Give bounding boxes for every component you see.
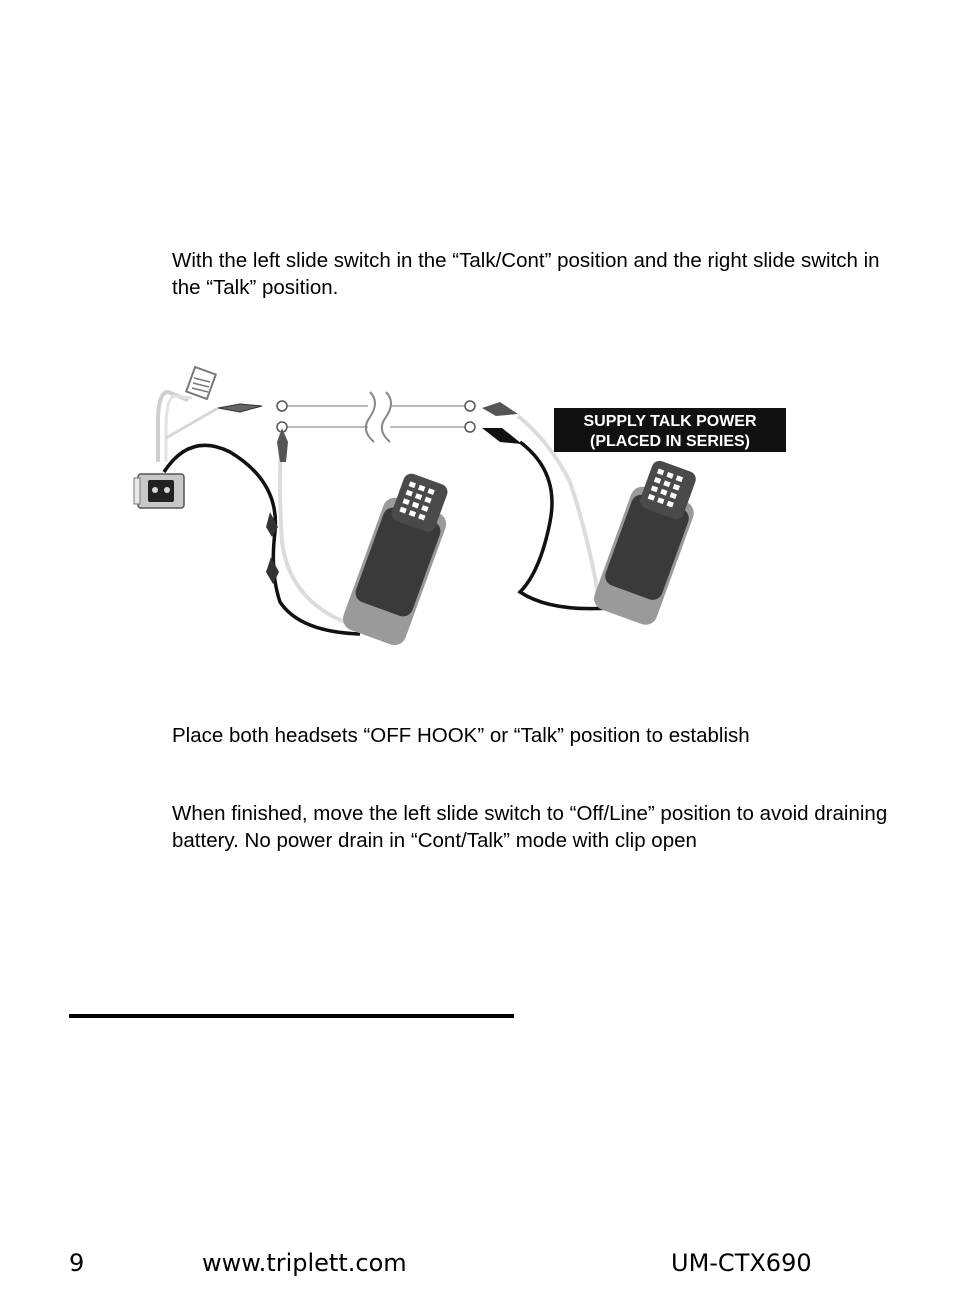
modular-jack-icon — [134, 474, 184, 508]
finish-paragraph: When finished, move the left slide switch to “Off/Line” position to avoid draining battery. No power drain in “Cont/Talk” mode with clip open — [172, 802, 888, 852]
telephone-line-pair — [277, 392, 475, 442]
intro-paragraph: With the left slide switch in the “Talk/Cont” position and the right slide switch in the “Talk” position. — [172, 249, 880, 299]
headsets-paragraph: Place both headsets “OFF HOOK” or “Talk” position to establish — [172, 724, 750, 747]
right-handset-icon — [591, 455, 708, 628]
wiring-diagram — [130, 362, 800, 662]
footer-website: www.triplett.com — [202, 1249, 407, 1277]
footnote-separator — [69, 1014, 514, 1018]
label-line-2: (PLACED IN SERIES) — [589, 433, 751, 450]
footer-model: UM-CTX690 — [671, 1249, 812, 1277]
left-handset-icon — [340, 468, 459, 648]
page-number: 9 — [69, 1249, 85, 1277]
supply-talk-power-label — [554, 408, 786, 452]
label-line-1: SUPPLY TALK POWER — [583, 413, 757, 430]
left-test-leads — [164, 428, 360, 634]
alligator-clip-icon — [166, 404, 262, 438]
